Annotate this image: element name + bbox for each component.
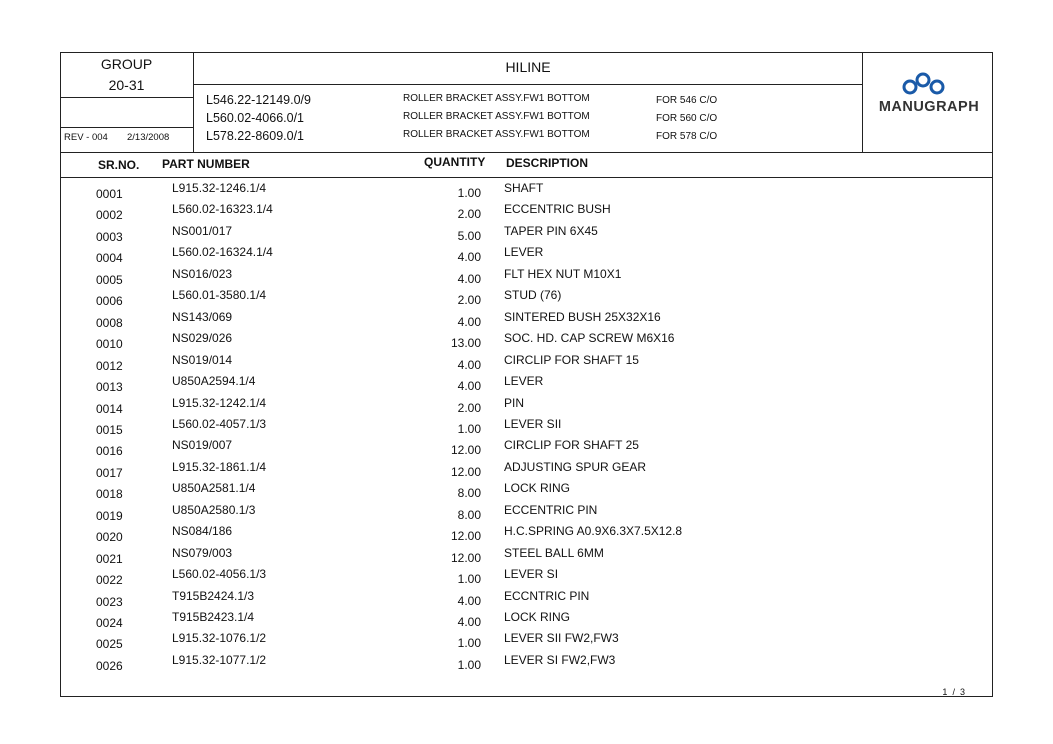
table-row (60, 310, 993, 332)
part-number-cell: L915.32-1246.1/4 (172, 181, 267, 195)
part-number-cell: L915.32-1242.1/4 (172, 395, 267, 410)
sr-no-cell: 0022 (96, 573, 123, 588)
table-row (60, 524, 993, 546)
sr-no-cell: 0008 (96, 315, 123, 330)
part-number-cell: NS079/003 (172, 545, 233, 560)
description-cell: PIN (504, 395, 525, 410)
header-bottom-rule (60, 152, 993, 153)
quantity-cell: 12.00 (450, 529, 481, 544)
part-number-cell: L915.32-1077.1/2 (172, 652, 267, 667)
description-cell: LEVER SI (504, 567, 559, 582)
table-row (60, 353, 993, 375)
quantity-cell: 12.00 (450, 464, 481, 479)
description-cell: STEEL BALL 6MM (504, 545, 604, 560)
sr-no-cell: 0001 (96, 187, 123, 201)
revision-date: 2/13/2008 (127, 132, 170, 143)
quantity-cell: 2.00 (457, 400, 481, 415)
description-cell: FLT HEX NUT M10X1 (504, 266, 622, 281)
sr-no-cell: 0020 (96, 530, 123, 545)
sr-no-cell: 0002 (96, 208, 123, 223)
quantity-cell: 1.00 (457, 421, 481, 436)
part-number-cell: U850A2594.1/4 (172, 374, 256, 389)
quantity-cell: 1.00 (457, 572, 481, 587)
description-cell: LOCK RING (504, 481, 571, 496)
quantity-cell: 4.00 (457, 593, 481, 608)
table-row (60, 202, 993, 224)
group-divider-1 (60, 97, 193, 98)
table-row (60, 417, 993, 439)
column-header-part-number: PART NUMBER (162, 157, 250, 171)
page-number: 1 (942, 687, 948, 697)
table-row (60, 546, 993, 568)
assembly-description: ROLLER BRACKET ASSY.FW1 BOTTOM (403, 111, 590, 122)
sr-no-cell: 0004 (96, 251, 123, 266)
logo-wordmark: MANUGRAPH (878, 99, 980, 115)
table-row (60, 631, 993, 653)
part-number-cell: L915.32-1861.1/4 (172, 459, 267, 474)
group-label: GROUP (100, 56, 153, 72)
assembly-description: ROLLER BRACKET ASSY.FW1 BOTTOM (403, 93, 590, 104)
quantity-cell: 12.00 (450, 443, 481, 458)
description-cell: SINTERED BUSH 25X32X16 (504, 309, 661, 324)
sr-no-cell: 0024 (96, 616, 123, 630)
part-number-cell: T915B2423.1/4 (172, 610, 255, 624)
column-header-sr-no: SR.NO. (98, 158, 140, 172)
table-row (60, 653, 993, 675)
sr-no-cell: 0017 (96, 465, 123, 480)
description-cell: ECCENTRIC BUSH (504, 202, 611, 217)
description-cell: LEVER (504, 245, 544, 260)
part-number-cell: T915B2424.1/3 (172, 588, 255, 603)
sr-no-cell: 0025 (96, 637, 123, 652)
table-row (60, 589, 993, 611)
column-header-quantity: QUANTITY (424, 155, 486, 169)
description-cell: ECCNTRIC PIN (504, 588, 590, 603)
part-number-cell: L560.02-4056.1/3 (172, 567, 267, 582)
column-header-description: DESCRIPTION (506, 156, 589, 170)
assembly-part-number: L578.22-8609.0/1 (206, 129, 305, 143)
table-row (60, 224, 993, 246)
table-row (60, 396, 993, 418)
table-row (60, 374, 993, 396)
sr-no-cell: 0014 (96, 401, 123, 416)
description-cell: LEVER SII FW2,FW3 (504, 631, 619, 646)
quantity-cell: 12.00 (450, 550, 481, 565)
table-row (60, 181, 993, 203)
assembly-description: ROLLER BRACKET ASSY.FW1 BOTTOM (403, 129, 590, 140)
part-number-cell: U850A2580.1/3 (172, 502, 256, 517)
part-number-cell: NS029/026 (172, 331, 233, 346)
table-row (60, 267, 993, 289)
page-indicator: 1 / 3 (942, 687, 965, 697)
header-divider (193, 84, 863, 85)
description-cell: SHAFT (504, 181, 544, 195)
part-number-cell: NS019/014 (172, 352, 233, 367)
revision-label: REV - 004 (64, 132, 108, 143)
group-divider-2 (60, 127, 193, 128)
table-row (60, 481, 993, 503)
quantity-cell: 4.00 (457, 250, 481, 265)
table-row (60, 331, 993, 353)
table-row (60, 288, 993, 310)
description-cell: LEVER (504, 374, 544, 389)
description-cell: TAPER PIN 6X45 (504, 223, 598, 238)
description-cell: ADJUSTING SPUR GEAR (504, 459, 647, 474)
quantity-cell: 2.00 (457, 207, 481, 222)
description-cell: LEVER SI FW2,FW3 (504, 652, 616, 667)
quantity-cell: 2.00 (457, 293, 481, 308)
table-row (60, 610, 993, 632)
quantity-cell: 4.00 (457, 271, 481, 286)
description-cell: CIRCLIP FOR SHAFT 25 (504, 438, 639, 453)
quantity-cell: 4.00 (457, 357, 481, 372)
assembly-note: FOR 560 C/O (656, 113, 718, 124)
sr-no-cell: 0018 (96, 487, 123, 502)
assembly-note: FOR 578 C/O (656, 131, 718, 142)
quantity-cell: 1.00 (457, 657, 481, 672)
quantity-cell: 13.00 (450, 336, 481, 351)
assembly-part-number: L560.02-4066.0/1 (206, 111, 305, 125)
sr-no-cell: 0003 (96, 229, 123, 244)
quantity-cell: 1.00 (457, 636, 481, 651)
page-total: 3 (959, 687, 965, 697)
part-number-cell: U850A2581.1/4 (172, 481, 256, 496)
table-row (60, 438, 993, 460)
document-title: HILINE (505, 59, 551, 75)
sr-no-cell: 0023 (96, 594, 123, 609)
description-cell: ECCENTRIC PIN (504, 502, 598, 517)
description-cell: LEVER SII (504, 416, 562, 431)
column-head-rule (60, 177, 993, 178)
part-number-cell: L560.02-16323.1/4 (172, 202, 273, 217)
revision-number: 004 (91, 132, 108, 143)
table-row (60, 245, 993, 267)
description-cell: H.C.SPRING A0.9X6.3X7.5X12.8 (504, 524, 683, 539)
sr-no-cell: 0012 (96, 358, 123, 373)
part-number-cell: L560.01-3580.1/4 (172, 288, 267, 303)
assembly-part-number: L546.22-12149.0/9 (206, 93, 311, 107)
table-row (60, 460, 993, 482)
table-row (60, 503, 993, 525)
part-number-cell: L560.02-4057.1/3 (172, 416, 267, 431)
sr-no-cell: 0005 (96, 272, 123, 287)
sr-no-cell: 0019 (96, 508, 123, 523)
sr-no-cell: 0021 (96, 551, 123, 566)
sr-no-cell: 0015 (96, 422, 123, 437)
part-number-cell: NS143/069 (172, 309, 233, 324)
part-number-cell: NS084/186 (172, 524, 233, 539)
quantity-cell: 4.00 (457, 615, 481, 629)
quantity-cell: 4.00 (457, 379, 481, 394)
part-number-cell: NS001/017 (172, 223, 233, 238)
manugraph-logo (870, 70, 988, 120)
description-cell: SOC. HD. CAP SCREW M6X16 (504, 331, 675, 346)
table-row (60, 567, 993, 589)
quantity-cell: 4.00 (457, 314, 481, 329)
quantity-cell: 1.00 (457, 186, 481, 200)
part-number-cell: NS016/023 (172, 266, 233, 281)
sr-no-cell: 0006 (96, 294, 123, 309)
part-number-cell: L915.32-1076.1/2 (172, 631, 267, 646)
quantity-cell: 5.00 (457, 228, 481, 243)
group-number: 20-31 (108, 77, 145, 93)
description-cell: LOCK RING (504, 610, 571, 624)
sr-no-cell: 0016 (96, 444, 123, 459)
quantity-cell: 8.00 (457, 486, 481, 501)
description-cell: CIRCLIP FOR SHAFT 15 (504, 352, 639, 367)
assembly-note: FOR 546 C/O (656, 95, 718, 106)
sr-no-cell: 0010 (96, 337, 123, 352)
sr-no-cell: 0013 (96, 380, 123, 395)
part-number-cell: NS019/007 (172, 438, 233, 453)
description-cell: STUD (76) (504, 288, 562, 303)
part-number-cell: L560.02-16324.1/4 (172, 245, 273, 260)
sr-no-cell: 0026 (96, 658, 123, 673)
quantity-cell: 8.00 (457, 507, 481, 522)
